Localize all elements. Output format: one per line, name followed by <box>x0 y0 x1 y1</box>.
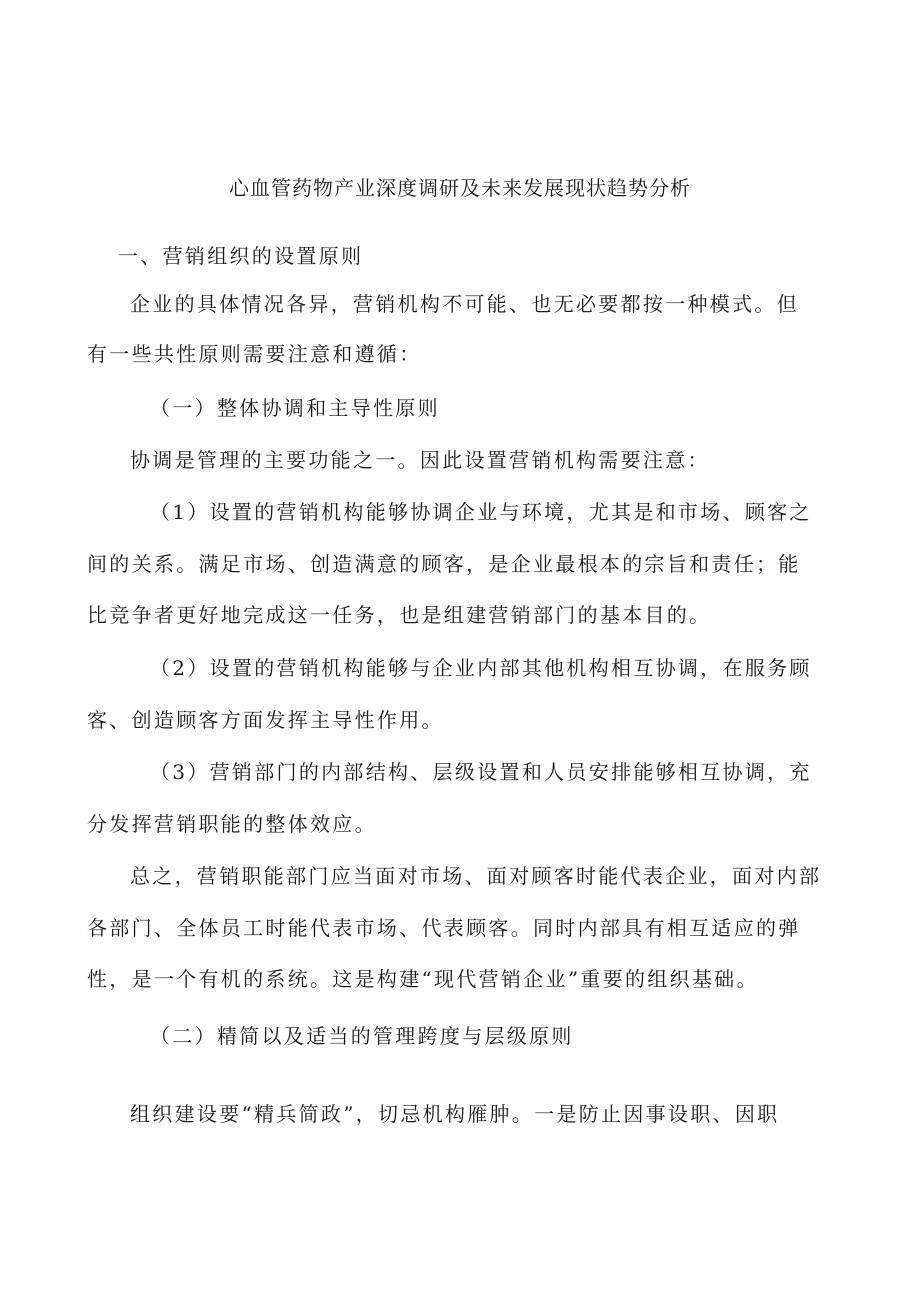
paragraph-line: 间的关系。满足市场、创造满意的顾客，是企业最根本的宗旨和责任；能 <box>87 552 801 576</box>
paragraph-line: 客、创造顾客方面发挥主导性作用。 <box>87 708 444 732</box>
paragraph-line: 性，是一个有机的系统。这是构建“现代营销企业”重要的组织基础。 <box>87 967 759 991</box>
paragraph-line: 企业的具体情况各异，营销机构不可能、也无必要都按一种模式。但 <box>130 292 799 316</box>
paragraph-line: （1）设置的营销机构能够协调企业与环境，尤其是和市场、顾客之 <box>150 500 812 524</box>
subsection-heading: （一）整体协调和主导性原则 <box>150 396 440 420</box>
paragraph-line: 各部门、全体员工时能代表市场、代表顾客。同时内部具有相互适应的弹 <box>87 916 801 940</box>
paragraph-line: 比竞争者更好地完成这一任务，也是组建营销部门的基本目的。 <box>87 603 712 627</box>
paragraph-line: 分发挥营销职能的整体效应。 <box>87 812 377 836</box>
paragraph-line: 协调是管理的主要功能之一。因此设置营销机构需要注意： <box>130 448 710 472</box>
paragraph-line: （3）营销部门的内部结构、层级设置和人员安排能够相互协调，充 <box>150 760 812 784</box>
section-heading: 一、营销组织的设置原则 <box>118 244 364 268</box>
paragraph-line: 组织建设要“精兵简政”，切忌机构雁肿。一是防止因事设职、因职 <box>130 1102 780 1126</box>
subsection-heading: （二）精简以及适当的管理跨度与层级原则 <box>150 1024 574 1048</box>
paragraph-line: 总之，营销职能部门应当面对市场、面对顾客时能代表企业，面对内部 <box>130 864 822 888</box>
paragraph-line: 有一些共性原则需要注意和遵循： <box>87 342 422 366</box>
paragraph-line: （2）设置的营销机构能够与企业内部其他机构相互协调，在服务顾 <box>150 656 812 680</box>
document-title: 心血管药物产业深度调研及未来发展现状趋势分析 <box>229 176 691 200</box>
